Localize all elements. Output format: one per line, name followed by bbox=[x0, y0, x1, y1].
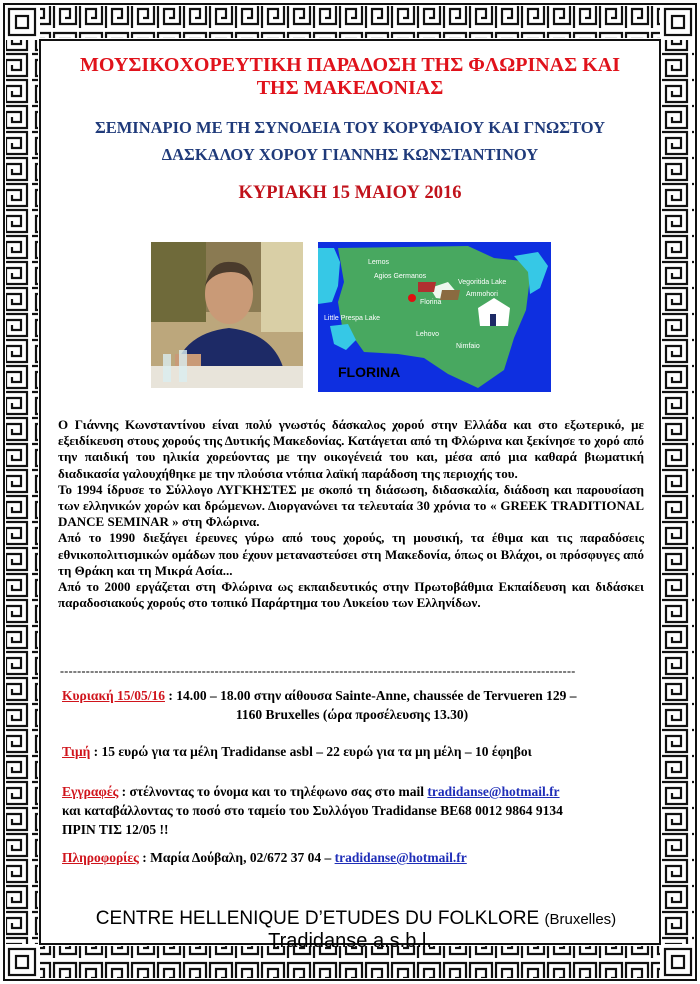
map-label-nimfaio: Nimfaio bbox=[456, 343, 480, 350]
flyer-title bbox=[56, 54, 644, 100]
florina-map bbox=[318, 242, 551, 392]
map-label-little-prespa: Little Prespa Lake bbox=[324, 315, 381, 322]
flyer-subtitle bbox=[56, 114, 644, 168]
event-date: ΚΥΡΙΑΚΗ 15 ΜΑΙΟΥ 2016 bbox=[238, 183, 462, 203]
price-info bbox=[62, 742, 642, 761]
session-text-2: 1160 Bruxelles (ώρα προσέλευσης 13.30) bbox=[235, 707, 469, 722]
footer-org-name: CENTRE HELLENIQUE D’ETUDES DU FOLKLORE bbox=[95, 908, 540, 929]
bio-paragraph-1: Ο Γιάννης Κωνσταντίνου είναι πολύ γνωστός δάσκαλος χορού στην Ελλάδα και στο εξωτερικό, με εξειδίκευση στους χορούς της Δυτικής Μακεδονίας. Κατάγεται από τη Φλώρινα και ξεκίνησε το χορό από την παιδική του ηλικία χορεύοντας με την οικογένειά του και, μέσα από μια καθαρά βιωματική διαδικασία γαλουχήθηκε με την πλούσια ντόπια λαϊκή παράδοση της περιοχής του. bbox=[58, 417, 644, 481]
bio-paragraph-4: Από το 2000 εργάζεται στη Φλώρινα ως εκπαιδευτικός στην Πρωτοβάθμια Εκπαίδευση και διδάσκει παραδοσιακούς χορούς στο τοπικό Παράρτημα του Λυκείου των Ελληνίδων. bbox=[58, 579, 644, 611]
title-line-1: ΜΟΥΣΙΚΟΧΟΡΕΥΤΙΚΗ ΠΑΡΑΔΟΣΗ ΤΗΣ ΦΛΩΡΙΝΑΣ ΚΑΙ bbox=[80, 54, 620, 76]
registration-text-2: και καταβάλλοντας το ποσό στο ταμείο του Συλλόγου Tradidanse BE68 0012 9864 9134 bbox=[62, 803, 563, 818]
footer-organization bbox=[56, 908, 656, 930]
session-info bbox=[62, 686, 642, 724]
subtitle-line-2: ΔΑΣΚΑΛΟΥ ΧΟΡΟΥ ΓΙΑΝΝΗΣ ΚΩΝΣΤΑΝΤΙΝΟΥ bbox=[161, 145, 539, 164]
contact-info bbox=[62, 848, 642, 867]
map-label-agios-germanos: Agios Germanos bbox=[374, 273, 427, 280]
teacher-bio bbox=[58, 417, 644, 611]
registration-deadline: ΠΡΙΝ ΤΙΣ 12/05 !! bbox=[62, 822, 169, 837]
footer-org-city: (Bruxelles) bbox=[544, 911, 617, 928]
contact-email-link[interactable]: tradidanse@hotmail.fr bbox=[334, 850, 467, 865]
registration-info bbox=[62, 782, 642, 839]
map-label-lemos: Lemos bbox=[368, 259, 390, 266]
bio-paragraph-2: Το 1994 ίδρυσε το Σύλλογο ΛΥΓΚΗΣΤΕΣ με σκοπό τη διάσωση, διδασκαλία, διάδοση και παρουσίαση των ελληνικών χορών και δρώμενων. Διοργανώνει τα τελευταία 30 χρόνια το « GREEK TRADITIONAL DANCE SEMINAR » στη Φλώρινα. bbox=[58, 481, 644, 530]
registration-text-1: : στέλνοντας το όνομα και το τηλέφωνο σας στο mail bbox=[118, 784, 428, 799]
footer-association: Tradidanse a.s.b.l. bbox=[268, 930, 432, 952]
map-label-florina: Florina bbox=[420, 299, 442, 306]
bio-paragraph-3: Από το 1990 διεξάγει έρευνες γύρω από τους χορούς, τη μουσική, τα έθιμα και τις παραδόσεις εθνικοπολιτισμικών ομάδων που έχουν μεταναστεύσει στη Μακεδονία, όπως οι Βλάχοι, οι πρόσφυγες από τη Θράκη και τη Μικρά Ασία... bbox=[58, 530, 644, 578]
map-label-lehovo: Lehovo bbox=[416, 331, 439, 338]
dashed-separator: ------------------------------------------------------------------------------------------------------------------------ bbox=[60, 664, 576, 678]
price-label: Τιμή bbox=[62, 744, 91, 759]
flyer-content bbox=[56, 44, 644, 952]
registration-label: Εγγραφές bbox=[62, 784, 119, 799]
contact-text: : Μαρία Δούβαλη, 02/672 37 04 – bbox=[138, 850, 335, 865]
session-text: : 14.00 – 18.00 στην αίθουσα Sainte-Anne, chaussée de Tervueren 129 – bbox=[165, 688, 577, 703]
map-title: FLORINA bbox=[338, 364, 401, 380]
map-label-ammohori: Ammohori bbox=[466, 291, 498, 298]
teacher-photo bbox=[151, 242, 303, 388]
subtitle-line-1: ΣΕΜΙΝΑΡΙΟ ΜΕ ΤΗ ΣΥΝΟΔΕΙΑ ΤΟΥ ΚΟΡΥΦΑΙΟΥ ΚΑΙ ΓΝΩΣΤΟΥ bbox=[94, 118, 606, 137]
map-label-vegoritida: Vegoritida Lake bbox=[458, 279, 507, 286]
session-label: Κυριακή 15/05/16 bbox=[62, 688, 165, 703]
title-line-2: ΤΗΣ ΜΑΚΕΔΟΝΙΑΣ bbox=[256, 77, 444, 99]
price-text: : 15 ευρώ για τα μέλη Tradidanse asbl – 22 ευρώ για τα μη μέλη – 10 έφηβοι bbox=[90, 744, 532, 759]
contact-label: Πληροφορίες bbox=[62, 850, 139, 865]
registration-email-link[interactable]: tradidanse@hotmail.fr bbox=[427, 784, 560, 799]
